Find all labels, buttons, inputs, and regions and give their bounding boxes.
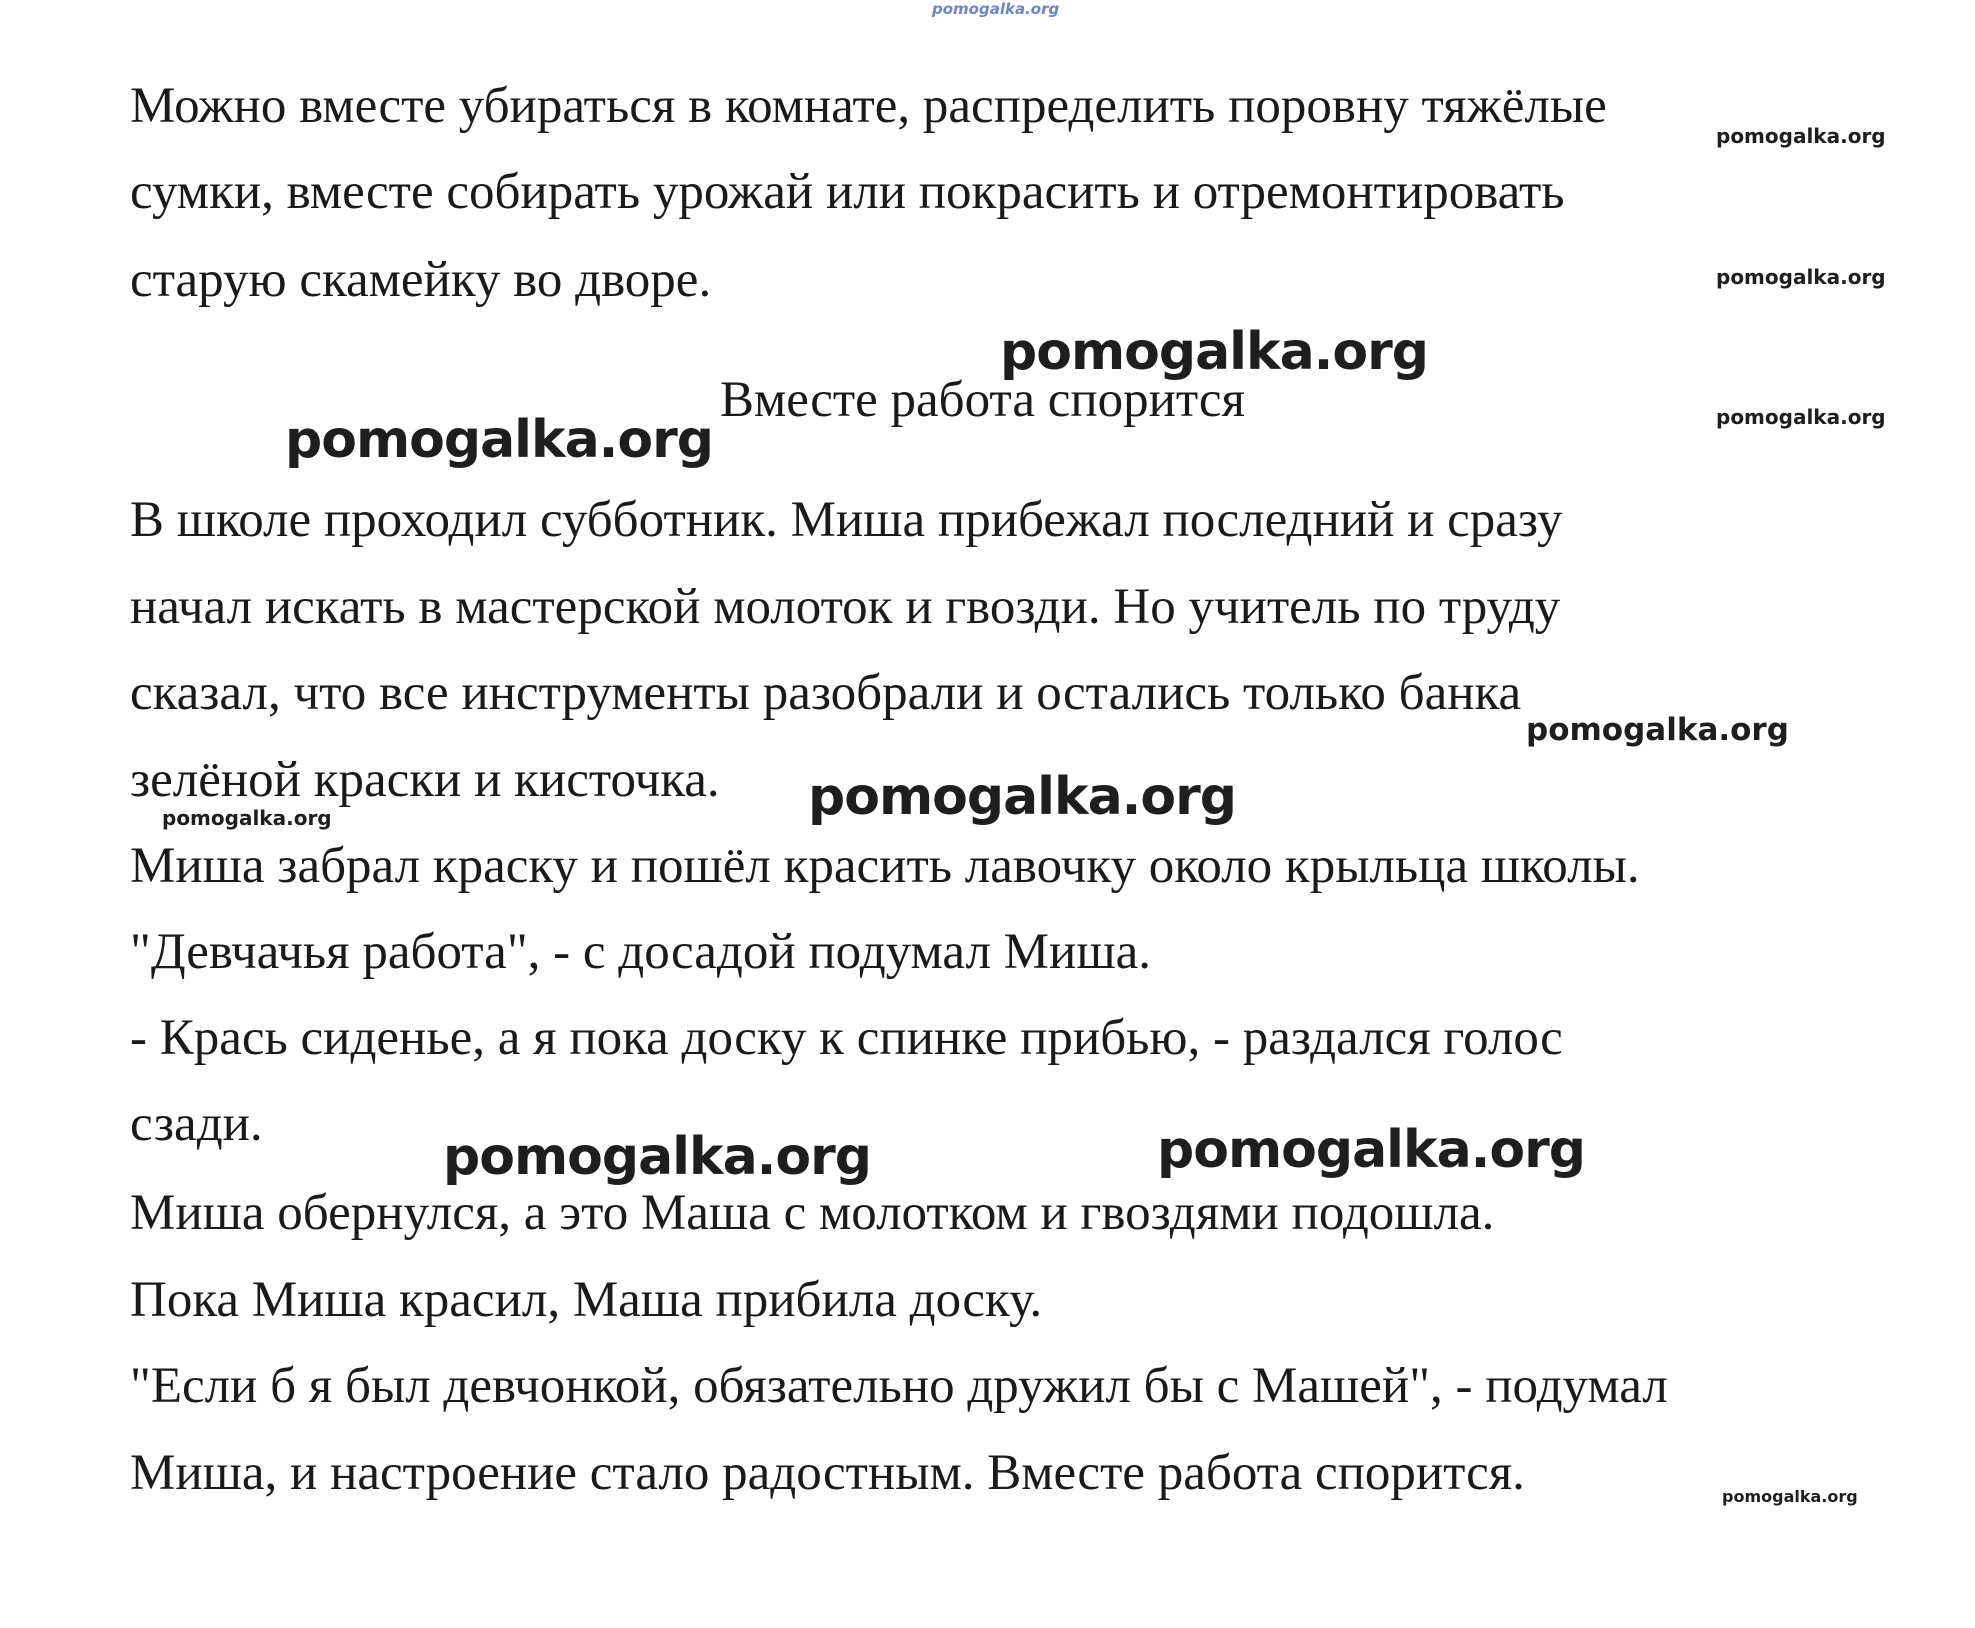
watermark: pomogalka.org: [162, 806, 332, 830]
watermark: pomogalka.org: [1157, 1120, 1586, 1180]
text-line: Миша забрал краску и пошёл красить лавочку около крыльца школы.: [130, 838, 1640, 894]
text-line: - Крась сиденье, а я пока доску к спинке прибью, - раздался голос: [130, 1010, 1563, 1066]
watermark: pomogalka.org: [443, 1127, 872, 1187]
text-line: "Если б я был девчонкой, обязательно дружил бы с Машей", - подумал: [130, 1358, 1668, 1414]
watermark: pomogalka.org: [1722, 1487, 1858, 1506]
text-line: "Девчачья работа", - с досадой подумал Миша.: [130, 924, 1151, 980]
watermark: pomogalka.org: [285, 410, 714, 470]
text-line: старую скамейку во дворе.: [130, 252, 712, 308]
text-line: начал искать в мастерской молоток и гвозди. Но учитель по труду: [130, 579, 1561, 635]
story-title: Вместе работа спорится: [720, 372, 1245, 428]
text-line: В школе проходил субботник. Миша прибежал последний и сразу: [130, 492, 1563, 548]
watermark: pomogalka.org: [808, 767, 1237, 827]
text-line: Можно вместе убираться в комнате, распределить поровну тяжёлые: [130, 78, 1607, 134]
text-line: Пока Миша красил, Маша прибила доску.: [130, 1272, 1043, 1328]
text-line: сумки, вместе собирать урожай или покрасить и отремонтировать: [130, 164, 1565, 220]
watermark: pomogalka.org: [1000, 322, 1429, 382]
text-line: сзади.: [130, 1096, 263, 1152]
watermark: pomogalka.org: [1716, 405, 1886, 429]
watermark: pomogalka.org: [1526, 712, 1789, 748]
text-line: Миша обернулся, а это Маша с молотком и гвоздями подошла.: [130, 1185, 1495, 1241]
watermark-top: pomogalka.org: [932, 0, 1060, 18]
text-line: зелёной краски и кисточка.: [130, 752, 720, 808]
text-line: Миша, и настроение стало радостным. Вместе работа спорится.: [130, 1445, 1525, 1501]
watermark: pomogalka.org: [1716, 124, 1886, 148]
text-line: сказал, что все инструменты разобрали и остались только банка: [130, 665, 1522, 721]
watermark: pomogalka.org: [1716, 265, 1886, 289]
